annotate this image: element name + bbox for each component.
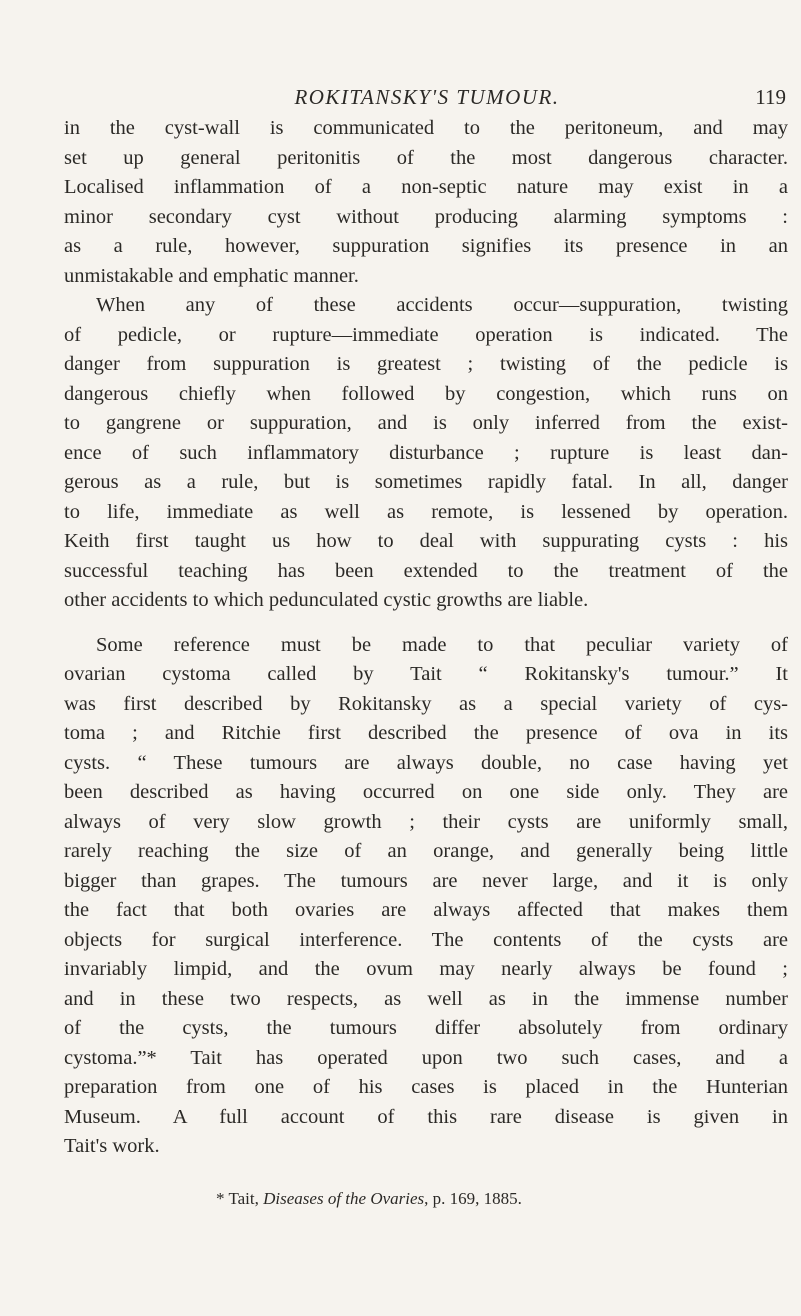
text-line: to gangrene or suppuration, and is only inferred from the exist- [64,412,788,434]
footnote-suffix: , p. 169, 1885. [424,1189,522,1208]
body-text [64,114,788,1162]
text-line: always of very slow growth ; their cysts are uniformly small, [64,810,788,833]
text-line: Tait's work. [64,1135,160,1157]
text-line: minor secondary cyst without producing alarming symptoms : [64,205,788,228]
text-line: rarely reaching the size of an orange, and generally being little [64,840,788,862]
paragraph-1 [64,114,788,291]
page-number: 119 [755,85,786,109]
text-line: dangerous chiefly when followed by congestion, which runs on [64,382,788,405]
text-line: and in these two respects, as well as in the immense number [64,987,788,1010]
text-line: danger from suppuration is greatest ; twisting of the pedicle is [64,353,788,375]
text-line: set up general peritonitis of the most dangerous character. [64,146,788,169]
text-line: toma ; and Ritchie first described the presence of ova in its [64,722,788,744]
text-line: Museum. A full account of this rare disease is given in [64,1105,788,1128]
paragraph-spacer [64,616,788,631]
text-line: gerous as a rule, but is sometimes rapidly fatal. In all, danger [64,471,788,493]
text-line: to life, immediate as well as remote, is lessened by operation. [64,500,788,523]
text-line: Keith first taught us how to deal with suppurating cysts : his [64,530,788,552]
footnote-prefix: * Tait, [216,1189,264,1208]
text-line: the fact that both ovaries are always affected that makes them [64,899,788,921]
text-line: other accidents to which pedunculated cystic growths are liable. [64,589,589,611]
text-line: of pedicle, or rupture—immediate operation is indicated. The [64,323,788,346]
text-line: bigger than grapes. The tumours are never large, and it is only [64,869,788,892]
footnote [216,1187,522,1211]
text-line: as a rule, however, suppuration signifies its presence in an [64,235,788,257]
text-line: of the cysts, the tumours differ absolutely from ordinary [64,1017,788,1039]
text-line: When any of these accidents occur—suppuration, twisting [96,294,788,316]
running-title: ROKITANSKY'S TUMOUR. [294,85,560,109]
text-line: preparation from one of his cases is placed in the Hunterian [64,1076,788,1098]
running-header [66,82,788,112]
text-line: cysts. “ These tumours are always double, no case having yet [64,751,788,774]
text-line: been described as having occurred on one side only. They are [64,781,788,803]
text-line: Localised inflammation of a non-septic nature may exist in a [64,176,788,198]
footnote-book-title: Diseases of the Ovaries [263,1189,425,1208]
text-line: objects for surgical interference. The contents of the cysts are [64,928,788,951]
text-line: cystoma.”* Tait has operated upon two such cases, and a [64,1046,788,1069]
text-line: in the cyst-wall is communicated to the peritoneum, and may [64,117,788,139]
text-line: ovarian cystoma called by Tait “ Rokitansky's tumour.” It [64,663,788,685]
text-line: was first described by Rokitansky as a special variety of cys- [64,692,788,715]
paragraph-2 [64,291,788,616]
text-line: successful teaching has been extended to the treatment of the [64,559,788,582]
text-line: ence of such inflammatory disturbance ; rupture is least dan- [64,441,788,464]
text-line: unmistakable and emphatic manner. [64,264,359,287]
paragraph-3 [64,631,788,1162]
text-line: invariably limpid, and the ovum may nearly always be found ; [64,958,788,980]
text-line: Some reference must be made to that peculiar variety of [96,633,788,656]
